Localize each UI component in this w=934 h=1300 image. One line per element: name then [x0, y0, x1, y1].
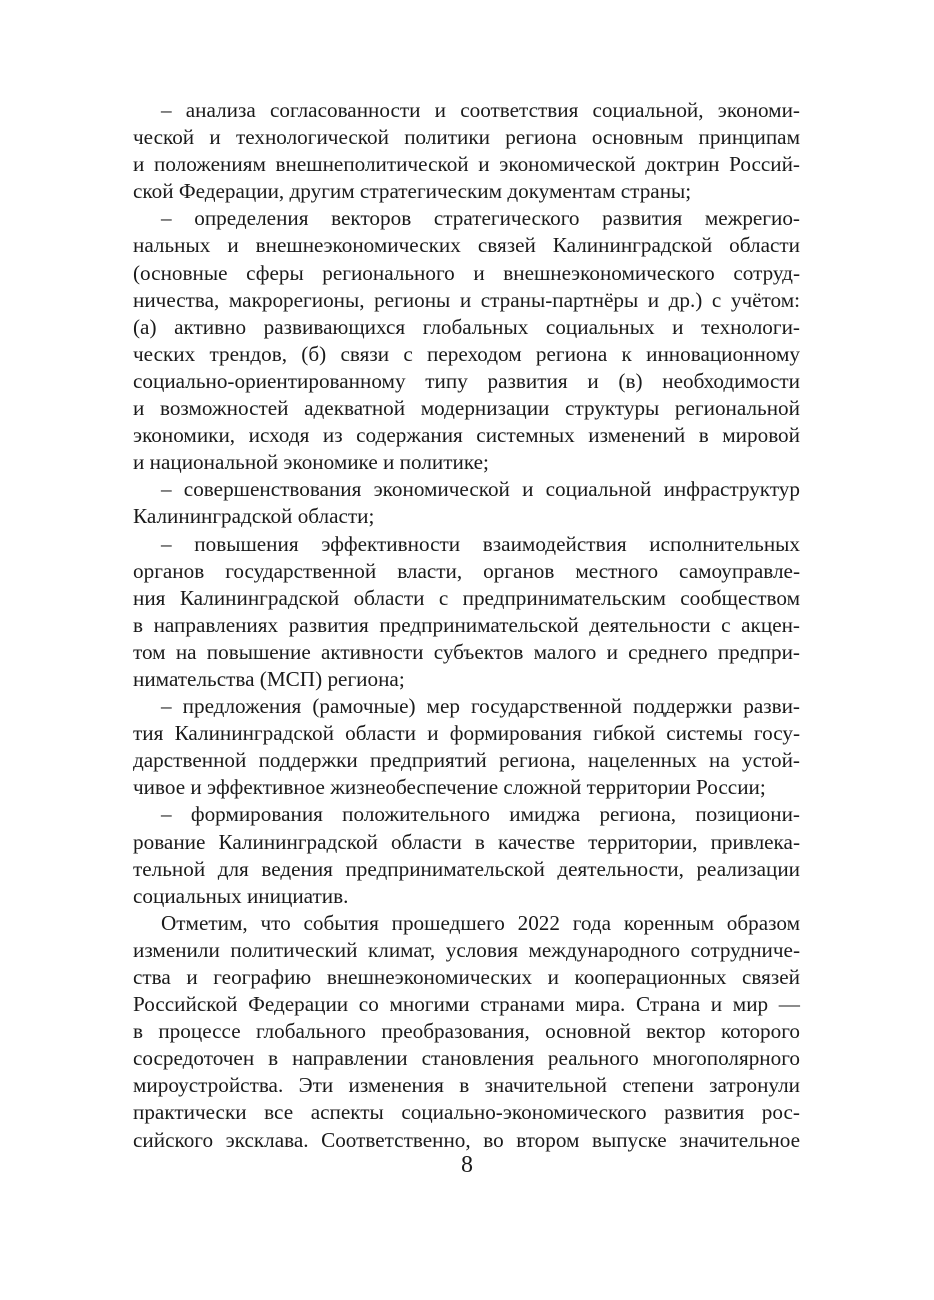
- text-line: тия Калининградской области и формирования гибкой системы госу-: [133, 721, 800, 746]
- text-line: нальных и внешнеэкономических связей Калининградской области: [133, 233, 800, 258]
- text-line: Калининградской области;: [133, 504, 375, 529]
- text-line: ской Федерации, другим стратегическим документам страны;: [133, 179, 692, 204]
- text-line: изменили политический климат, условия международного сотрудниче-: [133, 937, 800, 962]
- paragraph-analysis: [133, 97, 800, 205]
- text-line: – совершенствования экономической и социальной инфраструктур: [161, 477, 800, 502]
- text-line: нимательства (МСП) региона;: [133, 666, 405, 691]
- text-line: органов государственной власти, органов местного самоуправле-: [133, 558, 800, 583]
- text-line: ничества, макрорегионы, регионы и страны-партнёры и др.) с учётом:: [133, 287, 800, 312]
- text-line: (а) активно развивающихся глобальных социальных и технологи-: [133, 314, 800, 339]
- page-number: 8: [461, 1152, 473, 1178]
- text-line: (основные сферы регионального и внешнеэкономического сотруд-: [133, 260, 800, 285]
- text-line: Российской Федерации со многими странами мира. Страна и мир —: [133, 992, 800, 1017]
- paragraph-vectors: [133, 205, 800, 476]
- text-line: дарственной поддержки предприятий региона, нацеленных на устой-: [133, 748, 800, 773]
- paragraph-efficiency: [133, 531, 800, 694]
- text-line: – предложения (рамочные) мер государственной поддержки разви-: [161, 694, 800, 719]
- paragraph-image: [133, 801, 800, 909]
- text-line: сосредоточен в направлении становления реального многополярного: [133, 1046, 800, 1071]
- text-line: Отметим, что события прошедшего 2022 года коренным образом: [161, 910, 800, 935]
- text-line: социальных инициатив.: [133, 883, 349, 908]
- page-body: [133, 97, 800, 1154]
- text-line: практически все аспекты социально-экономического развития рос-: [133, 1100, 800, 1125]
- paragraph-support: [133, 693, 800, 801]
- text-line: ческих трендов, (б) связи с переходом региона к инновационному: [133, 341, 800, 366]
- text-line: и положениям внешнеполитической и экономической доктрин Россий-: [133, 152, 800, 177]
- paragraph-infrastructure: [133, 476, 800, 530]
- text-line: социально-ориентированному типу развития и (в) необходимости: [133, 368, 800, 393]
- text-line: – формирования положительного имиджа региона, позициони-: [161, 802, 800, 827]
- text-line: – определения векторов стратегического развития межрегио-: [161, 206, 800, 231]
- text-line: мироустройства. Эти изменения в значительной степени затронули: [133, 1073, 800, 1098]
- text-line: – анализа согласованности и соответствия социальной, экономи-: [161, 98, 800, 122]
- text-line: ческой и технологической политики региона основным принципам: [133, 125, 800, 150]
- text-line: рование Калининградской области в качестве территории, привлека-: [133, 829, 800, 854]
- text-line: ния Калининградской области с предпринимательским сообществом: [133, 585, 800, 610]
- text-line: ства и географию внешнеэкономических и кооперационных связей: [133, 965, 800, 989]
- paragraph-events-2022: [133, 910, 800, 1154]
- text-line: – повышения эффективности взаимодействия исполнительных: [161, 531, 800, 556]
- text-line: и национальной экономике и политике;: [133, 450, 489, 475]
- text-line: тельной для ведения предпринимательской деятельности, реализации: [133, 856, 800, 881]
- text-line: сийского эксклава. Соответственно, во втором выпуске значительное: [133, 1127, 800, 1152]
- text-line: том на повышение активности субъектов малого и среднего предпри-: [133, 639, 800, 664]
- text-line: и возможностей адекватной модернизации структуры региональной: [133, 396, 800, 421]
- text-line: в направлениях развития предпринимательской деятельности с акцен-: [133, 612, 800, 637]
- text-line: чивое и эффективное жизнеобеспечение сложной территории России;: [133, 775, 766, 800]
- text-line: в процессе глобального преобразования, основной вектор которого: [133, 1019, 800, 1044]
- text-line: экономики, исходя из содержания системных изменений в мировой: [133, 423, 800, 448]
